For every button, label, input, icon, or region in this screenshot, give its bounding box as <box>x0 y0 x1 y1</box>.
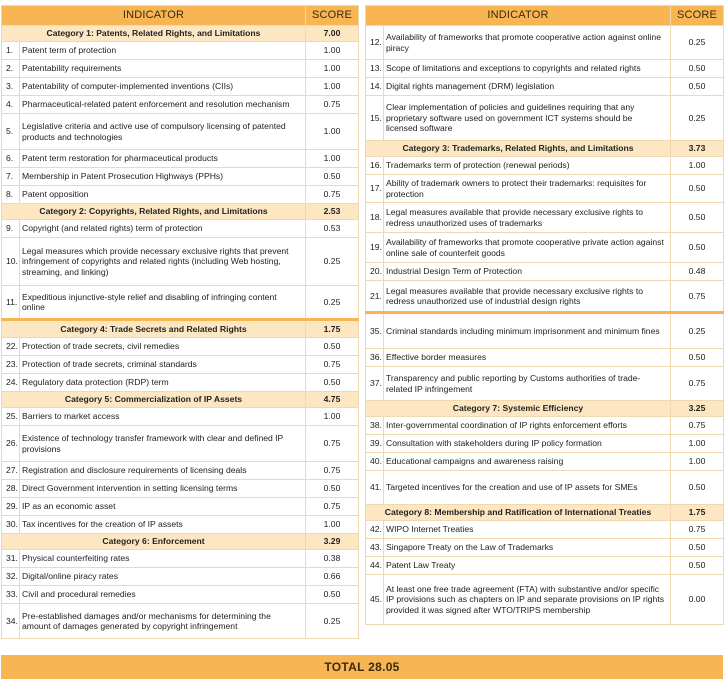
indicator-number: 11. <box>2 286 20 320</box>
indicator-number: 16. <box>366 157 384 175</box>
indicator-score: 0.25 <box>306 286 359 320</box>
indicator-row <box>366 203 724 233</box>
indicator-label: Trademarks term of protection (renewal periods) <box>384 157 671 175</box>
indicator-label: Digital/online piracy rates <box>20 568 306 586</box>
category-title: Category 6: Enforcement <box>2 534 306 550</box>
score-header: SCORE <box>671 6 724 26</box>
indicator-number: 14. <box>366 78 384 96</box>
indicator-number: 28. <box>2 480 20 498</box>
indicator-score: 1.00 <box>306 42 359 60</box>
indicator-number: 44. <box>366 557 384 575</box>
indicator-label: Educational campaigns and awareness raising <box>384 453 671 471</box>
indicator-row <box>366 281 724 313</box>
indicator-label: Legal measures available that provide necessary exclusive rights to redress unauthorized uses of trademarks <box>384 203 671 233</box>
indicator-number: 24. <box>2 374 20 392</box>
indicator-label: Patentability of computer-implemented inventions (CIIs) <box>20 78 306 96</box>
indicator-row <box>366 367 724 401</box>
indicator-row <box>2 42 359 60</box>
indicator-label: Barriers to market access <box>20 408 306 426</box>
indicator-score: 0.50 <box>671 471 724 505</box>
indicator-row <box>2 426 359 462</box>
indicator-row <box>2 356 359 374</box>
category-row <box>2 392 359 408</box>
indicator-label: Singapore Treaty on the Law of Trademarks <box>384 539 671 557</box>
indicator-number: 27. <box>2 462 20 480</box>
indicator-label: Pre-established damages and/or mechanisms for determining the amount of damages generated by copyright infringement <box>20 604 306 639</box>
indicator-row <box>366 96 724 141</box>
category-score: 3.29 <box>306 534 359 550</box>
indicator-row <box>2 462 359 480</box>
indicator-label: Legal measures which provide necessary exclusive rights that prevent infringement of copyrights and related rights (including Web hosting, streaming, and linking) <box>20 238 306 286</box>
indicator-row <box>2 96 359 114</box>
indicator-number: 29. <box>2 498 20 516</box>
indicator-number: 45. <box>366 575 384 625</box>
indicator-score: 0.50 <box>671 175 724 203</box>
indicator-number: 40. <box>366 453 384 471</box>
indicator-label: Ability of trademark owners to protect their trademarks: requisites for protection <box>384 175 671 203</box>
indicator-row <box>366 575 724 625</box>
indicator-number: 15. <box>366 96 384 141</box>
category-title: Category 1: Patents, Related Rights, and Limitations <box>2 26 306 42</box>
indicator-score: 0.25 <box>306 238 359 286</box>
category-score: 7.00 <box>306 26 359 42</box>
indicator-number: 41. <box>366 471 384 505</box>
indicator-number: 20. <box>366 263 384 281</box>
indicator-number: 39. <box>366 435 384 453</box>
indicator-label: Industrial Design Term of Protection <box>384 263 671 281</box>
indicator-number: 31. <box>2 550 20 568</box>
category-score: 4.75 <box>306 392 359 408</box>
indicator-score: 1.00 <box>306 60 359 78</box>
indicator-number: 6. <box>2 150 20 168</box>
indicator-label: Patent term restoration for pharmaceutical products <box>20 150 306 168</box>
indicator-score: 0.50 <box>671 60 724 78</box>
indicator-label: Regulatory data protection (RDP) term <box>20 374 306 392</box>
indicator-score: 0.50 <box>671 78 724 96</box>
indicator-label: Availability of frameworks that promote cooperative private action against online sale of counterfeit goods <box>384 233 671 263</box>
indicator-label: Patent Law Treaty <box>384 557 671 575</box>
indicator-score: 1.00 <box>306 150 359 168</box>
indicator-number: 30. <box>2 516 20 534</box>
indicator-number: 13. <box>366 60 384 78</box>
indicator-number: 23. <box>2 356 20 374</box>
indicator-number: 5. <box>2 114 20 150</box>
indicator-label: WIPO Internet Treaties <box>384 521 671 539</box>
indicator-label: At least one free trade agreement (FTA) with substantive and/or specific IP provisions such as chapters on IP and separate provisions on IP rights provided it was signed after WTO/TRIPS membership <box>384 575 671 625</box>
indicator-label: Effective border measures <box>384 349 671 367</box>
indicator-number: 10. <box>2 238 20 286</box>
indicator-number: 1. <box>2 42 20 60</box>
indicator-score: 1.00 <box>671 435 724 453</box>
indicator-label: Clear implementation of policies and guidelines requiring that any proprietary software used on government ICT systems should be licensed software <box>384 96 671 141</box>
indicator-row <box>2 480 359 498</box>
indicator-row <box>2 338 359 356</box>
category-title: Category 8: Membership and Ratification of International Treaties <box>366 505 671 521</box>
indicator-row <box>2 408 359 426</box>
indicator-number: 25. <box>2 408 20 426</box>
indicator-score: 0.75 <box>671 417 724 435</box>
indicator-score: 0.75 <box>306 426 359 462</box>
indicator-row <box>2 516 359 534</box>
indicator-label: Patentability requirements <box>20 60 306 78</box>
category-row <box>2 204 359 220</box>
indicator-row <box>2 78 359 96</box>
indicator-row <box>2 150 359 168</box>
indicator-score: 0.50 <box>306 480 359 498</box>
indicator-number: 32. <box>2 568 20 586</box>
indicator-number: 17. <box>366 175 384 203</box>
indicator-score: 0.50 <box>306 168 359 186</box>
indicator-label: Consultation with stakeholders during IP policy formation <box>384 435 671 453</box>
indicator-header: INDICATOR <box>2 6 306 26</box>
indicator-row <box>2 286 359 320</box>
indicator-label: IP as an economic asset <box>20 498 306 516</box>
indicator-number: 36. <box>366 349 384 367</box>
indicator-score: 0.50 <box>671 539 724 557</box>
indicator-row <box>2 186 359 204</box>
indicator-row <box>366 521 724 539</box>
indicator-score: 0.50 <box>671 233 724 263</box>
indicator-number: 38. <box>366 417 384 435</box>
category-row <box>366 141 724 157</box>
indicator-row <box>366 263 724 281</box>
indicator-row <box>2 498 359 516</box>
category-score: 3.73 <box>671 141 724 157</box>
indicator-score: 0.75 <box>306 498 359 516</box>
indicator-number: 42. <box>366 521 384 539</box>
indicator-label: Scope of limitations and exceptions to copyrights and related rights <box>384 60 671 78</box>
indicator-number: 9. <box>2 220 20 238</box>
category-row <box>2 26 359 42</box>
indicator-number: 19. <box>366 233 384 263</box>
indicator-score: 1.00 <box>306 516 359 534</box>
indicator-row <box>2 374 359 392</box>
indicator-score: 0.25 <box>306 604 359 639</box>
category-score: 3.25 <box>671 401 724 417</box>
indicator-number: 37. <box>366 367 384 401</box>
indicator-score: 0.50 <box>306 338 359 356</box>
indicator-label: Direct Government intervention in setting licensing terms <box>20 480 306 498</box>
indicator-label: Tax incentives for the creation of IP assets <box>20 516 306 534</box>
indicator-label: Membership in Patent Prosecution Highways (PPHs) <box>20 168 306 186</box>
indicator-score: 0.00 <box>671 575 724 625</box>
category-title: Category 2: Copyrights, Related Rights, and Limitations <box>2 204 306 220</box>
indicator-label: Pharmaceutical-related patent enforcement and resolution mechanism <box>20 96 306 114</box>
indicator-table-right <box>365 5 724 625</box>
indicator-number: 43. <box>366 539 384 557</box>
indicator-score: 0.25 <box>671 96 724 141</box>
indicator-row <box>366 471 724 505</box>
indicator-score: 0.75 <box>306 356 359 374</box>
indicator-label: Physical counterfeiting rates <box>20 550 306 568</box>
indicator-number: 18. <box>366 203 384 233</box>
indicator-label: Availability of frameworks that promote cooperative action against online piracy <box>384 26 671 60</box>
indicator-number: 2. <box>2 60 20 78</box>
indicator-label: Civil and procedural remedies <box>20 586 306 604</box>
indicator-number: 22. <box>2 338 20 356</box>
indicator-score: 0.75 <box>671 281 724 313</box>
category-score: 2.53 <box>306 204 359 220</box>
indicator-score: 0.75 <box>671 521 724 539</box>
indicator-number: 33. <box>2 586 20 604</box>
indicator-label: Patent opposition <box>20 186 306 204</box>
indicator-score: 1.00 <box>306 114 359 150</box>
category-title: Category 7: Systemic Efficiency <box>366 401 671 417</box>
category-title: Category 4: Trade Secrets and Related Rights <box>2 320 306 338</box>
indicator-label: Protection of trade secrets, civil remedies <box>20 338 306 356</box>
indicator-row <box>2 550 359 568</box>
indicator-table-left <box>1 5 359 639</box>
indicator-row <box>366 557 724 575</box>
indicator-score: 0.66 <box>306 568 359 586</box>
indicator-score: 0.50 <box>306 586 359 604</box>
indicator-score: 0.75 <box>306 462 359 480</box>
indicator-label: Criminal standards including minimum imprisonment and minimum fines <box>384 313 671 349</box>
category-row <box>366 505 724 521</box>
category-score: 1.75 <box>306 320 359 338</box>
indicator-row <box>2 60 359 78</box>
indicator-row <box>366 78 724 96</box>
indicator-label: Existence of technology transfer framework with clear and defined IP provisions <box>20 426 306 462</box>
indicator-number: 35. <box>366 313 384 349</box>
category-row <box>2 320 359 338</box>
indicator-row <box>366 349 724 367</box>
category-row <box>2 534 359 550</box>
indicator-row <box>366 157 724 175</box>
indicator-label: Legislative criteria and active use of compulsory licensing of patented products and technologies <box>20 114 306 150</box>
indicator-score: 1.00 <box>306 78 359 96</box>
category-score: 1.75 <box>671 505 724 521</box>
indicator-score: 0.48 <box>671 263 724 281</box>
indicator-label: Expeditious injunctive-style relief and disabling of infringing content online <box>20 286 306 320</box>
indicator-label: Legal measures available that provide necessary exclusive rights to redress unauthorized use of industrial design rights <box>384 281 671 313</box>
indicator-score: 0.50 <box>671 203 724 233</box>
category-title: Category 3: Trademarks, Related Rights, and Limitations <box>366 141 671 157</box>
indicator-label: Targeted incentives for the creation and use of IP assets for SMEs <box>384 471 671 505</box>
indicator-label: Protection of trade secrets, criminal standards <box>20 356 306 374</box>
indicator-label: Patent term of protection <box>20 42 306 60</box>
indicator-number: 4. <box>2 96 20 114</box>
indicator-number: 8. <box>2 186 20 204</box>
indicator-label: Registration and disclosure requirements of licensing deals <box>20 462 306 480</box>
indicator-score: 0.50 <box>306 374 359 392</box>
indicator-number: 12. <box>366 26 384 60</box>
indicator-row <box>366 435 724 453</box>
total-score-bar: TOTAL 28.05 <box>1 655 723 679</box>
indicator-score: 0.25 <box>671 26 724 60</box>
indicator-row <box>366 453 724 471</box>
indicator-row <box>366 175 724 203</box>
indicator-row <box>2 238 359 286</box>
indicator-row <box>366 313 724 349</box>
indicator-score: 1.00 <box>306 408 359 426</box>
indicator-score: 0.53 <box>306 220 359 238</box>
indicator-label: Transparency and public reporting by Customs authorities of trade-related IP infringement <box>384 367 671 401</box>
indicator-row <box>2 114 359 150</box>
indicator-score: 0.75 <box>306 96 359 114</box>
category-row <box>366 401 724 417</box>
indicator-row <box>2 168 359 186</box>
indicator-label: Copyright (and related rights) term of protection <box>20 220 306 238</box>
indicator-score: 0.25 <box>671 313 724 349</box>
category-title: Category 5: Commercialization of IP Assets <box>2 392 306 408</box>
indicator-row <box>2 220 359 238</box>
indicator-number: 7. <box>2 168 20 186</box>
indicator-number: 21. <box>366 281 384 313</box>
indicator-number: 34. <box>2 604 20 639</box>
indicator-score: 1.00 <box>671 157 724 175</box>
indicator-row <box>2 568 359 586</box>
indicator-score: 0.75 <box>306 186 359 204</box>
indicator-row <box>2 604 359 639</box>
indicator-score: 0.75 <box>671 367 724 401</box>
indicator-score: 0.50 <box>671 557 724 575</box>
indicator-row <box>366 26 724 60</box>
indicator-score: 1.00 <box>671 453 724 471</box>
indicator-score: 0.38 <box>306 550 359 568</box>
indicator-number: 26. <box>2 426 20 462</box>
indicator-row <box>366 60 724 78</box>
indicator-row <box>366 539 724 557</box>
indicator-number: 3. <box>2 78 20 96</box>
indicator-row <box>366 233 724 263</box>
indicator-score: 0.50 <box>671 349 724 367</box>
score-header: SCORE <box>306 6 359 26</box>
indicator-label: Inter-governmental coordination of IP rights enforcement efforts <box>384 417 671 435</box>
indicator-header: INDICATOR <box>366 6 671 26</box>
indicator-row <box>2 586 359 604</box>
indicator-row <box>366 417 724 435</box>
indicator-label: Digital rights management (DRM) legislation <box>384 78 671 96</box>
